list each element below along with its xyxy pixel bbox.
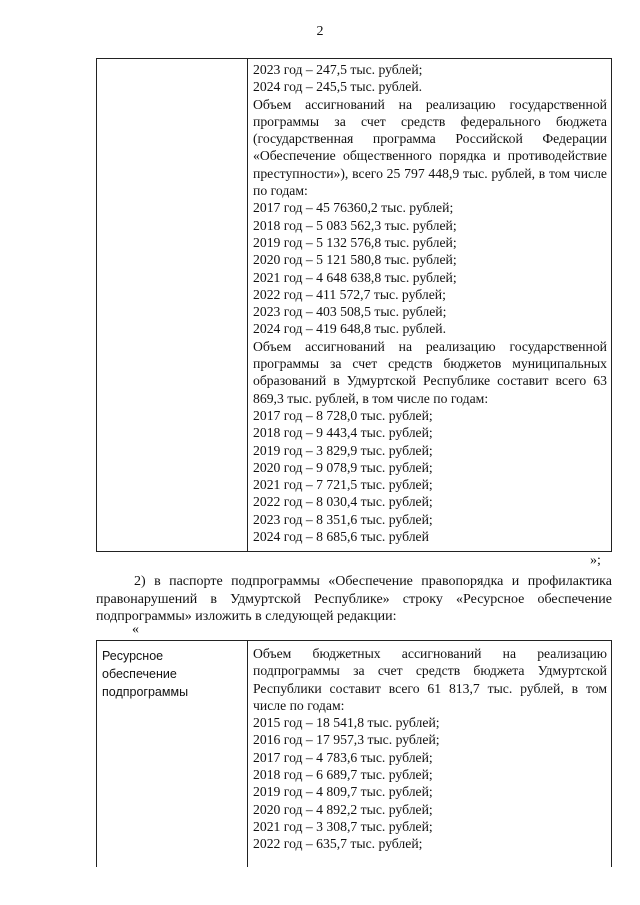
federal-year-2022: 2022 год – 411 572,7 тыс. рублей; (253, 286, 446, 302)
resource-provision-table (96, 640, 612, 867)
subprogram-year-2016: 2016 год – 17 957,3 тыс. рублей; (253, 732, 440, 748)
federal-year-2021: 2021 год – 4 648 638,8 тыс. рублей; (253, 269, 457, 285)
municipal-year-2017: 2017 год – 8 728,0 тыс. рублей; (253, 407, 433, 423)
top-line-2023: 2023 год – 247,5 тыс. рублей; (253, 62, 423, 77)
left-line-1: Ресурсное (102, 649, 164, 663)
federal-paragraph: Объем ассигнований на реализацию государственной программы за счет средств федерального бюджета (государственная программа Российской Федерации «Обеспечение общественного порядка и противодействие преступности»), всего 25 797 448,9 тыс. рублей, в том числе по годам: (253, 96, 607, 199)
federal-year-2019: 2019 год – 5 132 576,8 тыс. рублей; (253, 234, 457, 250)
table1-right-cell (248, 59, 611, 551)
municipal-year-2022: 2022 год – 8 030,4 тыс. рублей; (253, 494, 433, 510)
subprogram-year-2020: 2020 год – 4 892,2 тыс. рублей; (253, 801, 433, 817)
federal-year-2020: 2020 год – 5 121 580,8 тыс. рублей; (253, 252, 457, 268)
subprogram-year-2017: 2017 год – 4 783,6 тыс. рублей; (253, 749, 433, 765)
resource-provision-label (97, 641, 248, 867)
municipal-year-2024: 2024 год – 8 685,6 тыс. рублей (253, 529, 429, 545)
top-line-2024: 2024 год – 245,5 тыс. рублей. (253, 79, 423, 95)
federal-year-2023: 2023 год – 403 508,5 тыс. рублей; (253, 304, 447, 320)
funding-table-continuation (96, 58, 612, 552)
subprogram-year-2015: 2015 год – 18 541,8 тыс. рублей; (253, 715, 440, 731)
municipal-year-2023: 2023 год – 8 351,6 тыс. рублей; (253, 511, 433, 527)
subprogram-year-2018: 2018 год – 6 689,7 тыс. рублей; (253, 767, 433, 783)
municipal-year-2020: 2020 год – 9 078,9 тыс. рублей; (253, 459, 433, 475)
closing-quote: »; (590, 553, 601, 568)
opening-quote: « (132, 622, 139, 637)
municipal-year-2021: 2021 год – 7 721,5 тыс. рублей; (253, 477, 433, 493)
subprogram-intro: Объем бюджетных ассигнований на реализацию подпрограммы за счет средств бюджета Удмуртской Республики составит всего 61 813,7 тыс. рублей, в том числе по годам: (253, 646, 607, 713)
municipal-year-2019: 2019 год – 3 829,9 тыс. рублей; (253, 442, 433, 458)
table1-left-cell (97, 59, 248, 551)
subprogram-year-2022: 2022 год – 635,7 тыс. рублей; (253, 836, 423, 852)
resource-provision-value (248, 641, 611, 867)
subprogram-year-2019: 2019 год – 4 809,7 тыс. рублей; (253, 784, 433, 800)
left-line-3: подпрограммы (102, 685, 189, 699)
amendment-paragraph-text: 2) в паспорте подпрограммы «Обеспечение правопорядка и профилактика правонарушений в Удмуртской Республике» строку «Ресурсное обеспечение подпрограммы» изложить в следующей редакции: (96, 574, 612, 624)
municipal-paragraph: Объем ассигнований на реализацию государственной программы за счет средств бюджетов муниципальных образований в Удмуртской Республике составит всего 63 869,3 тыс. рублей, в том числе по годам: (253, 338, 607, 406)
page-number: 2 (316, 24, 324, 39)
federal-year-2017: 2017 год – 45 76360,2 тыс. рублей; (253, 200, 454, 216)
federal-year-2024: 2024 год – 419 648,8 тыс. рублей. (253, 321, 447, 337)
subprogram-year-2021: 2021 год – 3 308,7 тыс. рублей; (253, 818, 433, 834)
amendment-paragraph (96, 573, 612, 626)
left-line-2: обеспечение (102, 667, 177, 681)
federal-year-2018: 2018 год – 5 083 562,3 тыс. рублей; (253, 217, 457, 233)
municipal-year-2018: 2018 год – 9 443,4 тыс. рублей; (253, 425, 433, 441)
